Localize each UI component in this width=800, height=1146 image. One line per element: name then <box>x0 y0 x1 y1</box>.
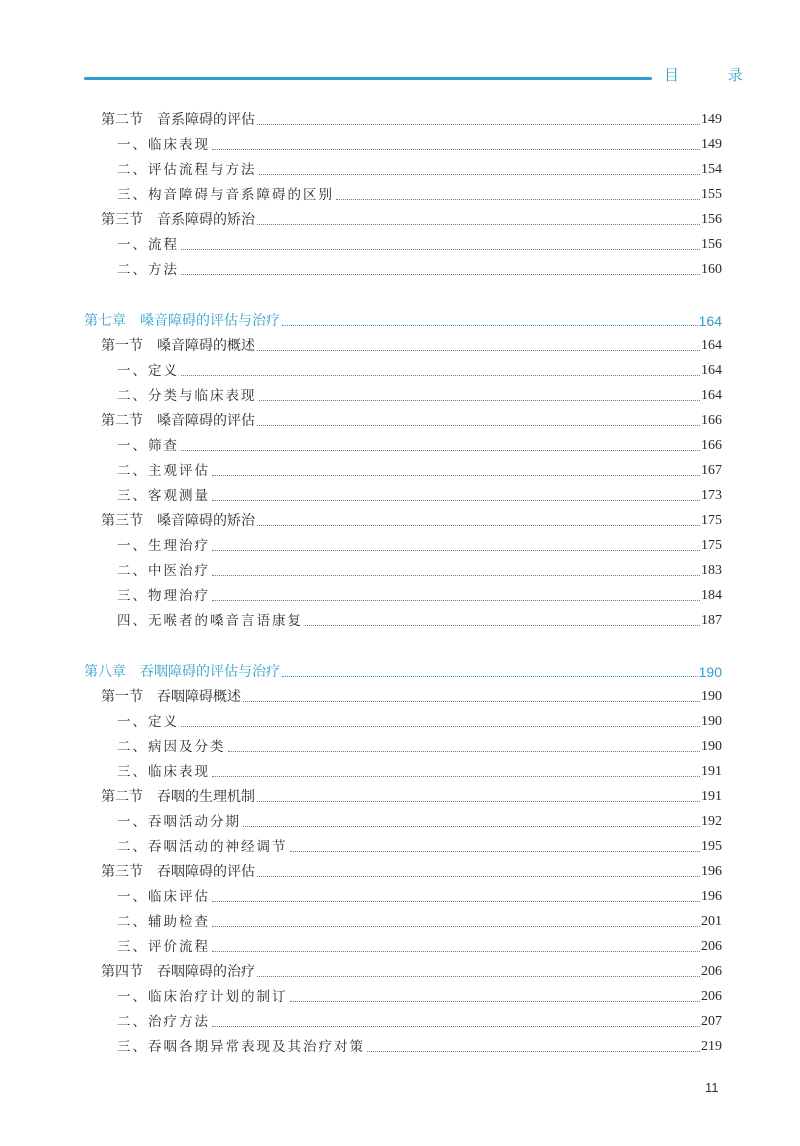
toc-item-entry[interactable] <box>117 257 722 279</box>
leader-dots <box>212 499 700 501</box>
leader-dots <box>181 248 700 250</box>
toc-section-entry[interactable] <box>101 959 722 981</box>
toc-item-page: 190 <box>701 739 722 754</box>
toc-chapter-entry[interactable] <box>84 659 722 681</box>
toc-item-entry[interactable] <box>117 533 722 555</box>
toc-item-page: 175 <box>701 538 722 553</box>
toc-item-page: 183 <box>701 563 722 578</box>
leader-dots <box>212 925 700 927</box>
toc-item-entry[interactable] <box>117 834 722 856</box>
toc-section-page: 149 <box>701 112 722 127</box>
toc-item-page: 160 <box>701 262 722 277</box>
toc-item-title: 二、治疗方法 <box>117 1014 210 1030</box>
toc-item-title: 二、评估流程与方法 <box>117 162 257 178</box>
toc-item-page: 191 <box>701 764 722 779</box>
leader-dots <box>212 900 700 902</box>
toc-section-entry[interactable] <box>101 784 722 806</box>
toc-section-title: 第二节 吞咽的生理机制 <box>101 789 255 805</box>
toc-section-page: 166 <box>701 413 722 428</box>
toc-item-entry[interactable] <box>117 884 722 906</box>
toc-item-title: 三、评价流程 <box>117 939 210 955</box>
toc-item-entry[interactable] <box>117 583 722 605</box>
toc-item-page: 196 <box>701 889 722 904</box>
toc-item-entry[interactable] <box>117 984 722 1006</box>
toc-section-title: 第三节 音系障碍的矫治 <box>101 212 255 228</box>
toc-section-page: 156 <box>701 212 722 227</box>
toc-item-entry[interactable] <box>117 132 722 154</box>
toc-item-page: 184 <box>701 588 722 603</box>
leader-dots <box>212 1025 700 1027</box>
toc-item-title: 二、辅助检查 <box>117 914 210 930</box>
leader-dots <box>257 349 700 351</box>
leader-dots <box>259 173 701 175</box>
page-number: 11 <box>705 1080 719 1095</box>
toc-item-entry[interactable] <box>117 383 722 405</box>
toc-item-title: 二、主观评估 <box>117 463 210 479</box>
toc-item-title: 一、生理治疗 <box>117 538 210 554</box>
toc-item-entry[interactable] <box>117 483 722 505</box>
toc-item-page: 173 <box>701 488 722 503</box>
toc-item-entry[interactable] <box>117 157 722 179</box>
toc-item-entry[interactable] <box>117 232 722 254</box>
toc-section-entry[interactable] <box>101 859 722 881</box>
toc-chapter-title: 第七章 嗓音障碍的评估与治疗 <box>84 313 280 329</box>
toc-item-title: 三、构音障碍与音系障碍的区别 <box>117 187 334 203</box>
toc-item-title: 一、临床评估 <box>117 889 210 905</box>
toc-item-entry[interactable] <box>117 458 722 480</box>
toc-item-title: 一、筛查 <box>117 438 179 454</box>
leader-dots <box>243 825 700 827</box>
toc-item-entry[interactable] <box>117 709 722 731</box>
toc-section-title: 第三节 嗓音障碍的矫治 <box>101 513 255 529</box>
toc-item-entry[interactable] <box>117 734 722 756</box>
leader-dots <box>257 524 700 526</box>
toc-section-title: 第三节 吞咽障碍的评估 <box>101 864 255 880</box>
toc-item-title: 三、吞咽各期异常表现及其治疗对策 <box>117 1039 365 1055</box>
leader-dots <box>181 273 700 275</box>
toc-item-title: 一、吞咽活动分期 <box>117 814 241 830</box>
leader-dots <box>212 950 700 952</box>
toc-item-title: 二、病因及分类 <box>117 739 226 755</box>
toc-chapter-title: 第八章 吞咽障碍的评估与治疗 <box>84 664 280 680</box>
toc-item-title: 一、临床表现 <box>117 137 210 153</box>
toc-section-page: 206 <box>701 964 722 979</box>
toc-item-page: 206 <box>701 989 722 1004</box>
leader-dots <box>212 574 700 576</box>
toc-item-entry[interactable] <box>117 433 722 455</box>
leader-dots <box>257 123 700 125</box>
toc-item-title: 一、临床治疗计划的制订 <box>117 989 288 1005</box>
leader-dots <box>290 850 701 852</box>
toc-section-title: 第二节 音系障碍的评估 <box>101 112 255 128</box>
toc-section-title: 第一节 吞咽障碍概述 <box>101 689 241 705</box>
toc-item-entry[interactable] <box>117 809 722 831</box>
leader-dots <box>212 549 700 551</box>
toc-item-title: 三、物理治疗 <box>117 588 210 604</box>
leader-dots <box>257 875 700 877</box>
toc-item-page: 190 <box>701 714 722 729</box>
toc-section-entry[interactable] <box>101 684 722 706</box>
leader-dots <box>282 324 698 326</box>
toc-item-title: 一、流程 <box>117 237 179 253</box>
toc-section-page: 191 <box>701 789 722 804</box>
toc-item-page: 164 <box>701 388 722 403</box>
leader-dots <box>257 223 700 225</box>
toc-item-title: 二、方法 <box>117 262 179 278</box>
toc-item-title: 四、无喉者的嗓音言语康复 <box>117 613 303 629</box>
toc-item-entry[interactable] <box>117 358 722 380</box>
toc-section-entry[interactable] <box>101 508 722 530</box>
toc-item-page: 195 <box>701 839 722 854</box>
toc-section-entry[interactable] <box>101 207 722 229</box>
leader-dots <box>367 1050 700 1052</box>
toc-section-title: 第四节 吞咽障碍的治疗 <box>101 964 255 980</box>
toc-section-title: 第二节 嗓音障碍的评估 <box>101 413 255 429</box>
toc-item-page: 219 <box>701 1039 722 1054</box>
leader-dots <box>243 700 700 702</box>
toc-item-entry[interactable] <box>117 608 722 630</box>
leader-dots <box>257 424 700 426</box>
toc-section-entry[interactable] <box>101 408 722 430</box>
toc-item-page: 207 <box>701 1014 722 1029</box>
leader-dots <box>212 775 700 777</box>
toc-item-entry[interactable] <box>117 558 722 580</box>
toc-chapter-page: 190 <box>698 664 722 680</box>
toc-item-title: 二、分类与临床表现 <box>117 388 257 404</box>
toc-section-entry[interactable] <box>101 333 722 355</box>
leader-dots <box>212 599 700 601</box>
toc-chapter-entry[interactable] <box>84 308 722 330</box>
toc-section-title: 第一节 嗓音障碍的概述 <box>101 338 255 354</box>
leader-dots <box>212 148 700 150</box>
toc-chapter-page: 164 <box>698 313 722 329</box>
toc-item-title: 一、定义 <box>117 714 179 730</box>
leader-dots <box>257 800 700 802</box>
toc-item-page: 164 <box>701 363 722 378</box>
toc-item-entry[interactable] <box>117 759 722 781</box>
toc-item-entry[interactable] <box>117 1034 722 1056</box>
toc-item-page: 192 <box>701 814 722 829</box>
toc-item-entry[interactable] <box>117 909 722 931</box>
toc-item-title: 三、临床表现 <box>117 764 210 780</box>
toc-section-page: 196 <box>701 864 722 879</box>
leader-dots <box>181 374 700 376</box>
toc-item-entry[interactable] <box>117 182 722 204</box>
toc-item-page: 154 <box>701 162 722 177</box>
toc-item-page: 149 <box>701 137 722 152</box>
toc-item-page: 167 <box>701 463 722 478</box>
leader-dots <box>336 198 700 200</box>
leader-dots <box>290 1000 701 1002</box>
toc-item-title: 二、吞咽活动的神经调节 <box>117 839 288 855</box>
toc-item-page: 201 <box>701 914 722 929</box>
toc-item-page: 156 <box>701 237 722 252</box>
leader-dots <box>259 399 701 401</box>
leader-dots <box>212 474 700 476</box>
toc-item-page: 187 <box>701 613 722 628</box>
leader-dots <box>305 624 700 626</box>
toc-item-title: 三、客观测量 <box>117 488 210 504</box>
toc-section-page: 175 <box>701 513 722 528</box>
toc-item-title: 二、中医治疗 <box>117 563 210 579</box>
toc-item-title: 一、定义 <box>117 363 179 379</box>
leader-dots <box>282 675 698 677</box>
header-title: 目 录 <box>664 66 765 84</box>
toc-item-page: 166 <box>701 438 722 453</box>
toc-section-page: 164 <box>701 338 722 353</box>
leader-dots <box>181 449 700 451</box>
toc-item-page: 206 <box>701 939 722 954</box>
leader-dots <box>181 725 700 727</box>
leader-dots <box>257 975 700 977</box>
toc-item-entry[interactable] <box>117 1009 722 1031</box>
toc-item-page: 155 <box>701 187 722 202</box>
toc-section-page: 190 <box>701 689 722 704</box>
leader-dots <box>228 750 701 752</box>
toc-item-entry[interactable] <box>117 934 722 956</box>
toc-section-entry[interactable] <box>101 107 722 129</box>
